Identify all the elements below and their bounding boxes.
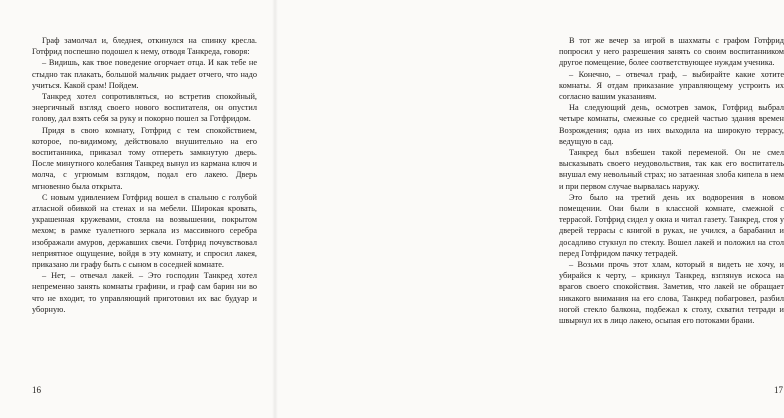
paragraph: – Конечно, – отвечал граф, – выбирайте какие хотите комнаты. Я отдам приказание управляющему устроить их согласно вашим указаниям. [559,69,784,102]
page-number-left: 16 [32,385,41,395]
left-page [0,0,275,418]
page-number-right: 17 [774,385,783,395]
paragraph: Танкред хотел сопротивляться, но встретив спокойный, энергичный взгляд своего нового воспитателя, он опустил голову, дал взять себя за руку и покорно пошел за Готфридом. [32,92,257,124]
right-page-text [559,35,784,326]
paragraph: – Возьми прочь этот хлам, который я видеть не хочу, и убирайся к черту, – крикнул Танкред, взглянув искоса на врагов своего спокойствия. Заметив, что лакей не обращает никакого внимания на его слова, Танкред побагровел, разбил ногой стекло балкона, подбежал к столу, схватил тетради и швырнул их в лицо лакею, осыпая его потоками брани. [559,260,784,326]
paragraph: В тот же вечер за игрой в шахматы с графом Готфрид попросил у него разрешения занять со своим воспитанником другое помещение, более соответствующее нуждам ученика. [559,36,784,68]
right-page [275,0,784,418]
left-page-text [32,35,257,315]
paragraph: На следующий день, осмотрев замок, Готфрид выбрал четыре комнаты, смежные со средней частью здания времен Возрождения; одна из них выходила на широкую террасу, ведущую в сад. [559,103,784,146]
paragraph: – Видишь, как твое поведение огорчает отца. И как тебе не стыдно так плакать, большой мальчик рыдает отчего, что надо учиться. Какой срам! Пойдем. [32,58,257,90]
paragraph: С новым удивлением Готфрид вошел в спальню с голубой атласной обивкой на стенах и на мебели. Широкая кровать, украшенная кружевами, стояла на возвышении, покрытом мехом; в рамке туалетного зеркала из массивного серебра изображали амуров, державших свечи. Готфрид почувствовал неприятное ощущение, войдя в эту комнату, и спросил лакея, приказано ли графу быть с сыном в соседней комнате. [32,192,257,270]
paragraph: – Нет, – отвечал лакей. – Это господин Танкред хотел непременно занять комнаты графини, и граф сам барин ни во что не входит, то управляющий приготовил их вас будуар и уборную. [32,271,257,314]
paragraph: Граф замолчал и, бледнея, откинулся на спинку кресла. Готфрид поспешно подошел к нему, отводя Танкреда, говоря: [32,36,257,57]
paragraph: Это было на третий день их водворения в новом помещении. Они были в классной комнате, смежной с террасой. Готфрид сидел у окна и читал газету. Танкред, стоя у дверей террасы с книгой в руках, не учился, а барабанил и досадливо стукнул по стеклу. Вошел лакей и положил на стол перед Готфридом пачку тетрадей. [559,192,784,258]
paragraph: Танкред был взбешен такой переменой. Он не смел высказывать своего неудовольствия, так как его воспитатель внушал ему невольный страх; но затаенная злоба кипела в нем и при первом случае вырвалась наружу. [559,148,784,191]
paragraph: Придя в свою комнату, Готфрид с тем спокойствием, которое, по-видимому, действовало внушительно на его воспитанника, приказал тому отпереть замкнутую дверь. После минутного колебания Танкред вынул из кармана ключ и молча, с угрюмым взглядом, подал его лакею. Дверь мгновенно была открыта. [32,125,257,191]
